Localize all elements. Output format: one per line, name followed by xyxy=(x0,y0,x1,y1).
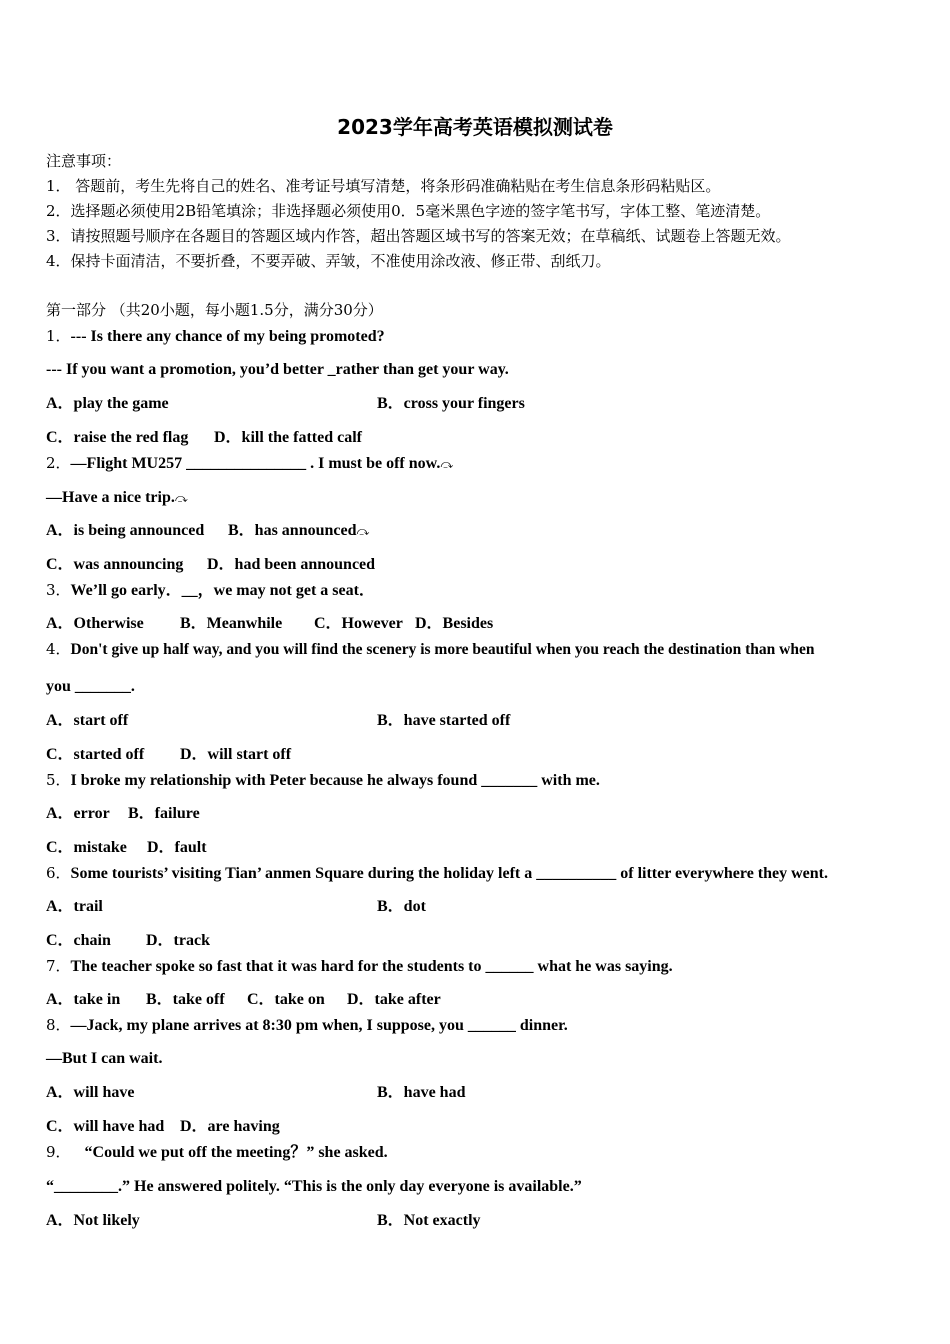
question-text: Some tourists’ visiting Tian’ anmen Square during the holiday left a __________ of litter everywhere they went. xyxy=(70,865,829,882)
option-b: B．take off xyxy=(146,991,225,1008)
option-d: D．Besides xyxy=(415,615,494,632)
question-text: --- If you want a promotion, you’d better _rather than get your way. xyxy=(46,361,509,378)
notice-item: 2．选择题必须使用2B铅笔填涂；非选择题必须使用0．5毫米黑色字迹的签字笔书写，字体工整、笔迹清楚。 xyxy=(46,202,771,220)
line-break-icon: ⤼ xyxy=(356,524,370,538)
question-text: Don't give up half way, and you will find the scenery is more beautiful when you reach the destination than when xyxy=(70,641,815,658)
page-title: 2023学年高考英语模拟测试卷 xyxy=(337,115,613,139)
option-c: C．However xyxy=(314,615,403,632)
question-8 xyxy=(46,1015,568,1036)
option-a: A．take in xyxy=(46,991,121,1008)
question-number: 7． xyxy=(46,957,71,975)
question-text: —Jack, my plane arrives at 8:30 pm when, I suppose, you ______ dinner. xyxy=(70,1017,568,1034)
option-b: B．Not exactly xyxy=(377,1212,481,1229)
option-a: A．Not likely xyxy=(46,1212,140,1229)
notice-item: 3．请按照题号顺序在各题目的答题区域内作答，超出答题区域书写的答案无效；在草稿纸、试题卷上答题无效。 xyxy=(46,227,791,245)
option-c: C．take on xyxy=(247,991,325,1008)
question-text: I broke my relationship with Peter because he always found _______ with me. xyxy=(70,772,600,789)
option-b xyxy=(228,521,369,541)
section-heading: 第一部分 （共20小题，每小题1.5分，满分30分） xyxy=(46,301,383,319)
line-break-icon: ⤼ xyxy=(440,457,454,471)
question-number: 1． xyxy=(46,327,71,345)
option-b: B．Meanwhile xyxy=(180,615,283,632)
option-b: B．cross your fingers xyxy=(377,395,525,412)
question-reply xyxy=(46,487,188,508)
option-c: C．will have had xyxy=(46,1118,165,1135)
option-d: D．track xyxy=(146,932,210,949)
question-7 xyxy=(46,956,673,977)
question-number: 9． xyxy=(46,1143,71,1161)
question-text: The teacher spoke so fast that it was hard for the students to ______ what he was saying. xyxy=(70,958,673,975)
option-a: A．error xyxy=(46,805,110,822)
option-text: B．has announced xyxy=(228,522,357,539)
option-c: C．was announcing xyxy=(46,556,184,573)
option-d: D．take after xyxy=(347,991,441,1008)
question-1 xyxy=(46,326,385,347)
option-a: A．trail xyxy=(46,898,103,915)
question-number: 2． xyxy=(46,454,71,472)
option-b: B．have had xyxy=(377,1084,466,1101)
option-b: B．failure xyxy=(128,805,200,822)
question-6 xyxy=(46,863,828,884)
option-d: D．will start off xyxy=(180,746,292,763)
question-text: —But I can wait. xyxy=(46,1050,163,1067)
option-d: D．are having xyxy=(180,1118,280,1135)
option-a: A．Otherwise xyxy=(46,615,144,632)
question-4 xyxy=(46,639,814,660)
option-b: B．have started off xyxy=(377,712,511,729)
option-c: C．mistake xyxy=(46,839,127,856)
option-c: C．raise the red flag xyxy=(46,429,189,446)
notice-heading: 注意事项： xyxy=(46,152,122,170)
question-2 xyxy=(46,453,453,474)
question-text: “________.” He answered politely. “This is the only day everyone is available.” xyxy=(46,1178,582,1195)
question-9 xyxy=(46,1142,388,1163)
option-c: C．started off xyxy=(46,746,145,763)
option-a: A．play the game xyxy=(46,395,169,412)
option-a: A．start off xyxy=(46,712,129,729)
option-d: D．fault xyxy=(147,839,207,856)
question-3 xyxy=(46,580,375,601)
question-number: 5． xyxy=(46,771,71,789)
option-d: D．had been announced xyxy=(207,556,376,573)
question-number: 4． xyxy=(46,640,71,658)
question-text: —Flight MU257 _______________ . I must be off now. xyxy=(70,455,441,472)
line-break-icon: ⤼ xyxy=(174,491,188,505)
question-5 xyxy=(46,770,600,791)
question-text: you _______. xyxy=(46,678,135,695)
option-a: A．is being announced xyxy=(46,522,205,539)
question-text: —Have a nice trip. xyxy=(46,489,175,506)
question-number: 8． xyxy=(46,1016,71,1034)
option-b: B．dot xyxy=(377,898,426,915)
option-c: C．chain xyxy=(46,932,111,949)
option-d: D．kill the fatted calf xyxy=(214,429,362,446)
question-text: We’ll go early．__，we may not get a seat． xyxy=(70,582,375,599)
question-text: --- Is there any chance of my being promoted? xyxy=(70,328,385,345)
question-text: “Could we put off the meeting？” she asked. xyxy=(84,1144,388,1161)
notice-item: 4．保持卡面清洁，不要折叠，不要弄破、弄皱，不准使用涂改液、修正带、刮纸刀。 xyxy=(46,252,611,270)
question-number: 6． xyxy=(46,864,71,882)
notice-item: 1． 答题前，考生先将自己的姓名、准考证号填写清楚，将条形码准确粘贴在考生信息条形码粘贴区。 xyxy=(46,177,721,195)
option-a: A．will have xyxy=(46,1084,135,1101)
question-number: 3． xyxy=(46,581,71,599)
